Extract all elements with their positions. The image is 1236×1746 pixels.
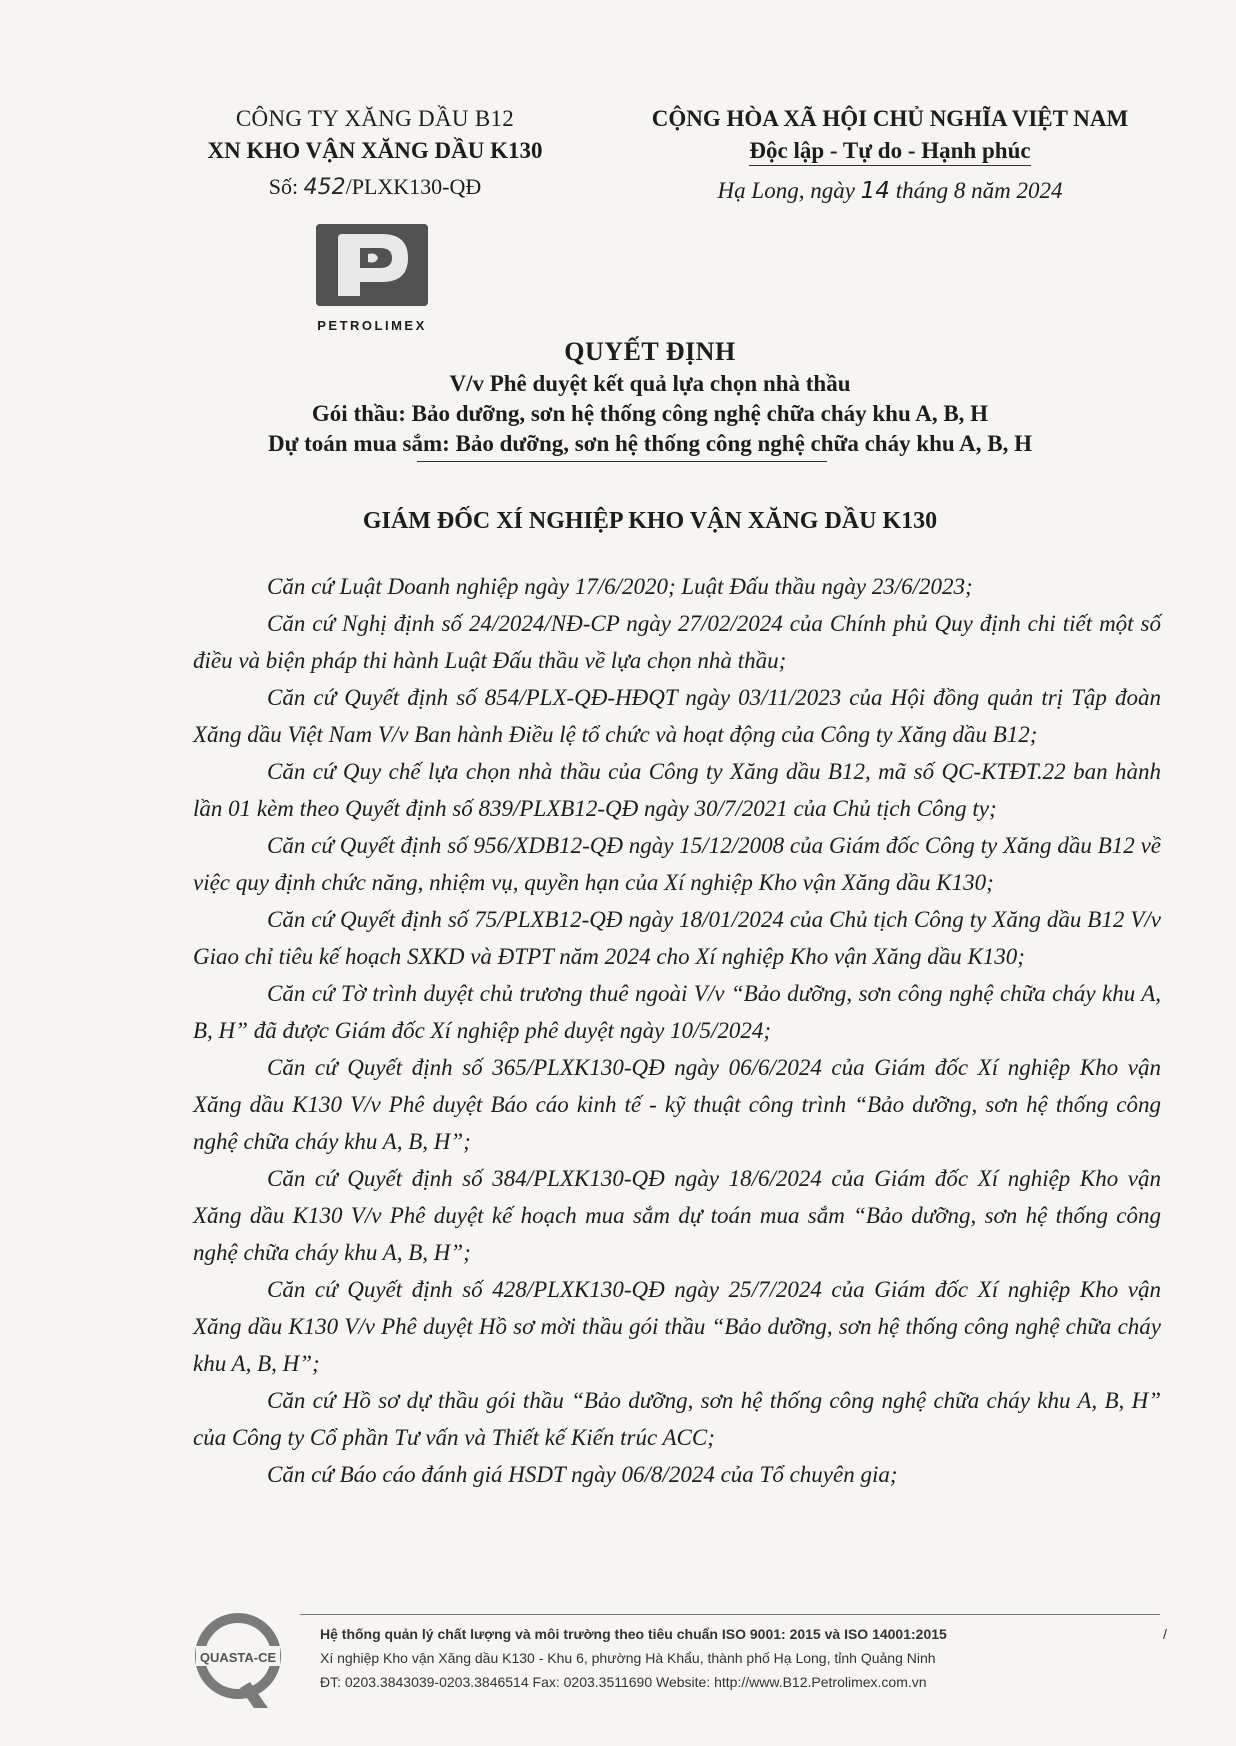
- footer-contact: ĐT: 0203.3843039-0203.3846514 Fax: 0203.3511690 Website: http://www.B12.Petrolimex.com.vn: [320, 1674, 927, 1690]
- paragraph: Căn cứ Quyết định số 854/PLX-QĐ-HĐQT ngày 03/11/2023 của Hội đồng quản trị Tập đoàn Xăng dầu Việt Nam V/v Ban hành Điều lệ tổ chức và hoạt động của Công ty Xăng dầu B12;: [193, 685, 1161, 747]
- document-subject: V/v Phê duyệt kết quả lựa chọn nhà thầu: [449, 371, 851, 396]
- unit-name: XN KHO VẬN XĂNG DẦU K130: [207, 138, 543, 163]
- title-block: [150, 337, 1150, 462]
- date-prefix: Hạ Long, ngày: [717, 178, 855, 203]
- paragraph: Căn cứ Quyết định số 365/PLXK130-QĐ ngày 06/6/2024 của Giám đốc Xí nghiệp Kho vận Xăng dầu K130 V/v Phê duyệt Báo cáo kinh tế - kỹ thuật công trình “Bảo dưỡng, sơn hệ thống công nghệ chữa cháy khu A, B, H”;: [193, 1055, 1161, 1154]
- document-title: QUYẾT ĐỊNH: [564, 337, 736, 366]
- paragraph: Căn cứ Hồ sơ dự thầu gói thầu “Bảo dưỡng, sơn hệ thống công nghệ chữa cháy khu A, B, H” của Công ty Cổ phần Tư vấn và Thiết kế Kiến trúc ACC;: [193, 1388, 1161, 1450]
- title-divider: [417, 461, 827, 462]
- header-left: [150, 106, 600, 200]
- bid-package: Gói thầu: Bảo dưỡng, sơn hệ thống công nghệ chữa cháy khu A, B, H: [311, 401, 989, 426]
- paragraph: Căn cứ Báo cáo đánh giá HSDT ngày 06/8/2024 của Tổ chuyên gia;: [267, 1462, 898, 1487]
- page-mark: /: [1163, 1626, 1167, 1642]
- country-name: CỘNG HÒA XÃ HỘI CHỦ NGHĨA VIỆT NAM: [651, 106, 1129, 131]
- quasta-logo-text: QUASTA-CE: [199, 1650, 277, 1665]
- number-handwritten: 452: [303, 175, 346, 200]
- paragraph: Căn cứ Tờ trình duyệt chủ trương thuê ngoài V/v “Bảo dưỡng, sơn công nghệ chữa cháy khu A, B, H” đã được Giám đốc Xí nghiệp phê duyệt ngày 10/5/2024;: [193, 981, 1161, 1043]
- logo-caption: PETROLIMEX: [317, 318, 427, 333]
- issue-date: [620, 178, 1160, 204]
- quasta-cert-logo: [194, 1612, 282, 1712]
- procurement-estimate: Dự toán mua sắm: Bảo dưỡng, sơn hệ thống công nghệ chữa cháy khu A, B, H: [267, 431, 1033, 456]
- date-day-handwritten: 14: [860, 178, 890, 204]
- motto: Độc lập - Tự do - Hạnh phúc: [749, 138, 1030, 166]
- paragraph: Căn cứ Quyết định số 75/PLXB12-QĐ ngày 18/01/2024 của Chủ tịch Công ty Xăng dầu B12 V/v Giao chỉ tiêu kế hoạch SXKD và ĐTPT năm 2024 cho Xí nghiệp Kho vận Xăng dầu K130;: [193, 907, 1161, 969]
- paragraph: Căn cứ Nghị định số 24/2024/NĐ-CP ngày 27/02/2024 của Chính phủ Quy định chi tiết một số điều và biện pháp thi hành Luật Đấu thầu về lựa chọn nhà thầu;: [193, 611, 1161, 673]
- document-number: [150, 174, 600, 200]
- petrolimex-logo-icon: [316, 224, 428, 306]
- paragraph: Căn cứ Quyết định số 384/PLXK130-QĐ ngày 18/6/2024 của Giám đốc Xí nghiệp Kho vận Xăng dầu K130 V/v Phê duyệt kế hoạch mua sắm dự toán mua sắm “Bảo dưỡng, sơn hệ thống công nghệ chữa cháy khu A, B, H”;: [193, 1166, 1161, 1265]
- header-right: [620, 106, 1160, 204]
- paragraph: Căn cứ Quyết định số 956/XDB12-QĐ ngày 15/12/2008 của Giám đốc Công ty Xăng dầu B12 về việc quy định chức năng, nhiệm vụ, quyền hạn của Xí nghiệp Kho vận Xăng dầu K130;: [193, 833, 1161, 895]
- paragraph: Căn cứ Quy chế lựa chọn nhà thầu của Công ty Xăng dầu B12, mã số QC-KTĐT.22 ban hành lần 01 kèm theo Quyết định số 839/PLXB12-QĐ ngày 30/7/2021 của Chủ tịch Công ty;: [193, 759, 1161, 821]
- number-prefix: Số:: [268, 174, 299, 199]
- paragraph: Căn cứ Luật Doanh nghiệp ngày 17/6/2020; Luật Đấu thầu ngày 23/6/2023;: [267, 574, 973, 599]
- paragraph: Căn cứ Quyết định số 428/PLXK130-QĐ ngày 25/7/2024 của Giám đốc Xí nghiệp Kho vận Xăng dầu K130 V/v Phê duyệt Hồ sơ mời thầu gói thầu “Bảo dưỡng, sơn hệ thống công nghệ chữa cháy khu A, B, H”;: [193, 1277, 1161, 1376]
- number-suffix: /PLXK130-QĐ: [345, 174, 482, 199]
- document-body: [193, 568, 1161, 1493]
- director-heading: GIÁM ĐỐC XÍ NGHIỆP KHO VẬN XĂNG DẦU K130: [362, 508, 938, 534]
- footer: [320, 1622, 1167, 1694]
- company-name: CÔNG TY XĂNG DẦU B12: [235, 106, 515, 131]
- date-suffix: tháng 8 năm 2024: [895, 178, 1063, 203]
- footer-divider: [300, 1614, 1160, 1615]
- footer-address: Xí nghiệp Kho vận Xăng dầu K130 - Khu 6, phường Hà Khẩu, thành phố Hạ Long, tỉnh Quảng Ninh: [320, 1650, 936, 1666]
- quasta-logo-icon: [194, 1612, 282, 1712]
- petrolimex-logo: [305, 224, 439, 333]
- footer-iso-line: Hệ thống quản lý chất lượng và môi trường theo tiêu chuẩn ISO 9001: 2015 và ISO 14001:2015: [320, 1626, 947, 1642]
